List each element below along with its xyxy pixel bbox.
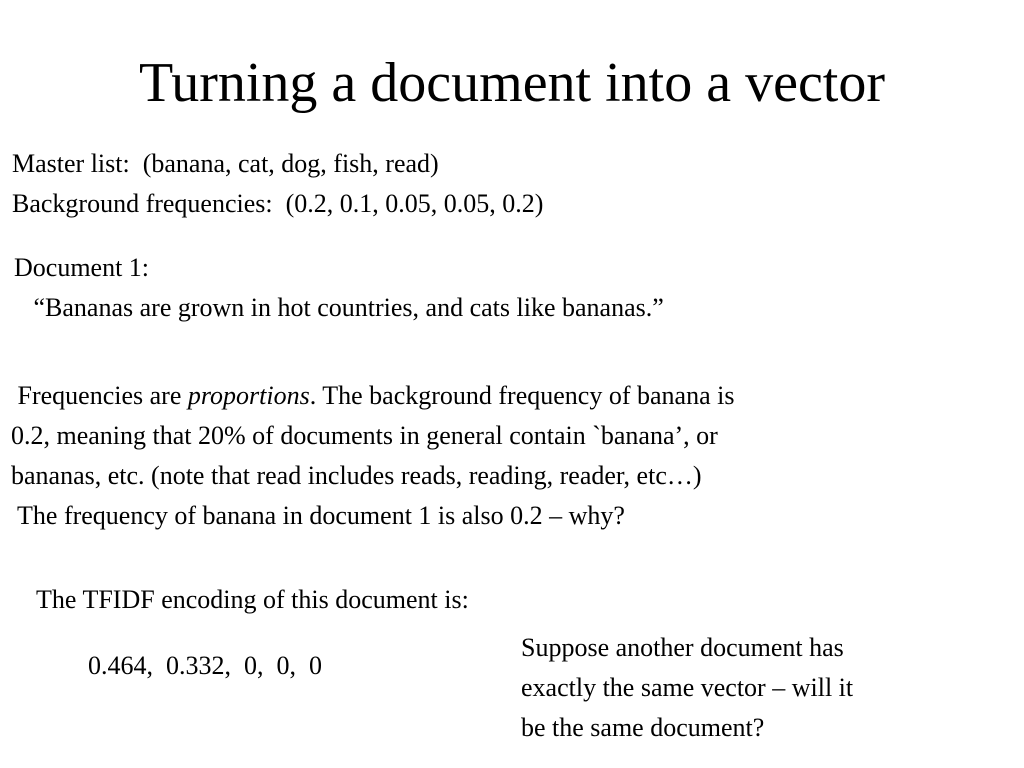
question-line-1: Suppose another document has: [521, 633, 844, 662]
frequencies-line-1: [11, 376, 734, 416]
frequencies-line-4: The frequency of banana in document 1 is also 0.2 – why?: [11, 501, 625, 530]
frequencies-prefix: Frequencies are: [11, 381, 188, 410]
tfidf-vector: 0.464, 0.332, 0, 0, 0: [88, 651, 322, 680]
frequencies-suffix: . The background frequency of banana is: [309, 381, 735, 410]
master-list-line: Master list: (banana, cat, dog, fish, read): [12, 149, 439, 178]
document-label: Document 1:: [14, 253, 150, 282]
question-line-2: exactly the same vector – will it: [521, 673, 854, 702]
question-block: [521, 628, 853, 748]
master-list-block: [12, 144, 543, 224]
frequencies-line-2: 0.2, meaning that 20% of documents in general contain `banana’, or: [11, 421, 718, 450]
frequencies-explanation: [11, 376, 734, 536]
slide-title: Turning a document into a vector: [138, 52, 886, 114]
frequencies-line-3: bananas, etc. (note that read includes reads, reading, reader, etc…): [11, 461, 702, 490]
background-frequencies-line: Background frequencies: (0.2, 0.1, 0.05, 0.05, 0.2): [12, 189, 544, 218]
document-block: [14, 248, 664, 328]
question-line-3: be the same document?: [521, 713, 765, 742]
document-quote: “Bananas are grown in hot countries, and cats like bananas.”: [14, 293, 664, 322]
proportions-emphasis: proportions: [187, 381, 310, 410]
tfidf-label: The TFIDF encoding of this document is:: [36, 585, 469, 614]
